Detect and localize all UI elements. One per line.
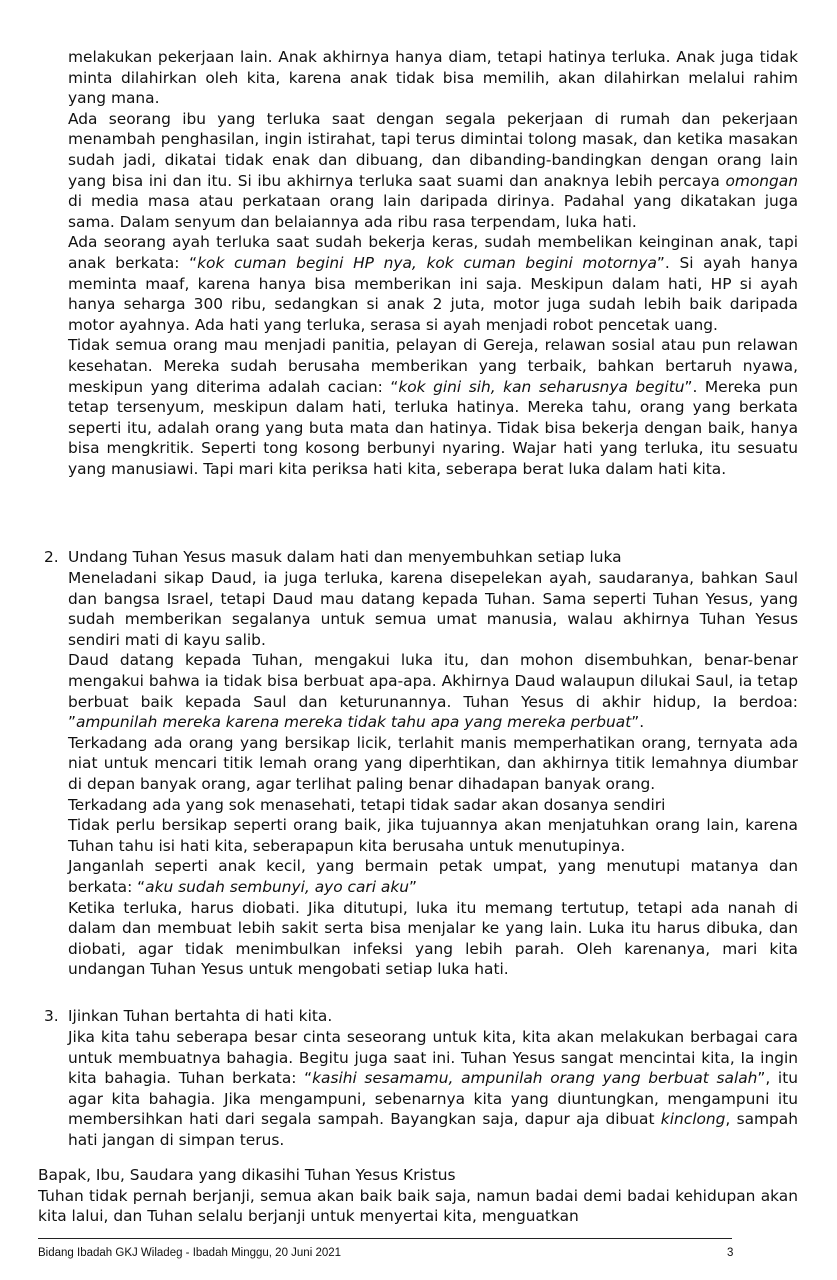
paragraph: Terkadang ada orang yang bersikap licik, terlahit manis memperhatikan orang, ternyata ada niat untuk mencari titik lemah orang yang diperhtikan, dan akhirnya titik lemahnya diumbar di depan banyak orang, agar terlihat paling benar dihadapan banyak orang.	[68, 733, 798, 793]
text-run: di media masa atau perkataan orang lain daripada dirinya. Padahal yang dikatakan juga sama. Dalam senyum dan belaiannya ada ribu rasa terpendam, luka hati.	[68, 192, 798, 231]
text-run: Janganlah seperti anak kecil, yang bermain petak umpat, yang menutupi matanya dan berkata: “	[68, 857, 798, 896]
text-run: ”.	[631, 713, 645, 732]
text-run: ”, itu agar kita bahagia. Jika mengampuni, sebenarnya kita yang diuntungkan, mengampuni itu membersihkan hati dari segala sampah. Bayangkan saja, dapur aja dibuat	[68, 1069, 798, 1129]
italic-run: aku sudah sembunyi, ayo cari aku	[145, 877, 410, 896]
heading-text: Undang Tuhan Yesus masuk dalam hati dan menyembuhkan setiap luka	[68, 548, 622, 566]
text-run: , sampah hati jangan di simpan terus.	[68, 1110, 798, 1149]
greeting: Bapak, Ibu, Saudara yang dikasihi Tuhan Yesus Kristus	[38, 1166, 456, 1184]
paragraph: Tuhan tidak pernah berjanji, semua akan baik baik saja, namun badai demi badai kehidupan akan kita lalui, dan Tuhan selalu berjanji untuk menyertai kita, menguatkan	[38, 1186, 798, 1226]
paragraph: Terkadang ada yang sok menasehati, tetapi tidak sadar akan dosanya sendiri	[68, 795, 666, 814]
paragraph	[68, 232, 798, 335]
paragraph	[68, 109, 798, 233]
paragraph: melakukan pekerjaan lain. Anak akhirnya hanya diam, tetapi hatinya terluka. Anak juga tidak minta dilahirkan oleh kita, karena anak tidak bisa memilih, akan dilahirkan melalui rahim yang mana.	[68, 48, 798, 108]
section-2-body	[68, 568, 798, 980]
italic-run: kok cuman begini HP nya, kok cuman begini motornya	[197, 253, 657, 272]
text-run: Ada seorang ayah terluka saat sudah bekerja keras, sudah membelikan keinginan anak, tapi anak berkata: “	[68, 233, 798, 272]
section-3-body	[68, 1027, 798, 1151]
page-number: 3	[727, 1247, 734, 1259]
italic-run: kok gini sih, kan seharusnya begitu	[398, 377, 685, 396]
text-run: Jika kita tahu seberapa besar cinta seseorang untuk kita, kita akan melakukan berbagai cara untuk membuatnya bahagia. Begitu juga saat ini. Tuhan Yesus sangat mencintai kita, Ia ingin kita bahagia. Tuhan berkata: “	[68, 1028, 798, 1088]
footer-divider	[38, 1238, 732, 1239]
italic-run: kasihi sesamamu, ampunilah orang yang berbuat salah	[312, 1069, 758, 1088]
paragraph: Tidak perlu bersikap seperti orang baik, jika tujuannya akan menjatuhkan orang lain, karena Tuhan tahu isi hati kita, seberapapun kita berusaha untuk menutupinya.	[68, 816, 798, 855]
list-number: 3.	[44, 1007, 59, 1025]
list-number: 2.	[44, 548, 59, 566]
section-2-heading	[44, 547, 804, 568]
heading-text: Ijinkan Tuhan bertahta di hati kita.	[68, 1007, 333, 1025]
footer-text: Bidang Ibadah GKJ Wiladeg - Ibadah Minggu, 20 Juni 2021	[38, 1247, 342, 1259]
text-run: Daud datang kepada Tuhan, mengakui luka itu, dan mohon disembuhkan, benar-benar mengakui bahwa ia tidak bisa berbuat apa-apa. Akhirnya Daud walaupun dilukai Saul, ia tetap berbuat baik kepada Saul dan keturunannya. Tuhan Yesus di akhir hidup, Ia berdoa: ”	[68, 651, 798, 732]
paragraph: Ketika terluka, harus diobati. Jika ditutupi, luka itu memang tertutup, tetapi ada nanah di dalam dan membuat lebih sakit serta bisa menjalar ke yang lain. Luka itu harus dibuka, dan diobati, agar tidak menimbulkan infeksi yang lebih parah. Oleh karenanya, mari kita undangan Tuhan Yesus untuk mengobati setiap luka hati.	[68, 898, 798, 979]
paragraph	[68, 335, 798, 479]
section-1-body	[68, 47, 798, 479]
text-run: ”. Si ayah hanya meminta maaf, karena hanya bisa memberikan ini saja. Meskipun dalam hati, HP si ayah hanya seharga 300 ribu, sedangkan si anak 2 juta, motor juga sudah lebih baik daripada motor ayahnya. Ada hati yang terluka, serasa si ayah menjadi robot pencetak uang.	[68, 253, 799, 334]
text-run: Ada seorang ibu yang terluka saat dengan segala pekerjaan di rumah dan pekerjaan menambah penghasilan, ingin istirahat, tapi terus dimintai tolong masak, dan ketika masakan sudah jadi, dikatai tidak enak dan dibuang, dan dibanding-bandingkan dengan orang lain yang bisa ini dan itu. Si ibu akhirnya terluka saat suami dan anaknya lebih percaya	[68, 109, 798, 190]
paragraph	[68, 856, 798, 897]
italic-run: kinclong	[660, 1110, 726, 1129]
section-3-heading	[44, 1006, 804, 1027]
closing-section	[38, 1165, 798, 1227]
paragraph: Meneladani sikap Daud, ia juga terluka, karena disepelekan ayah, saudaranya, bahkan Saul dan bangsa Israel, tetapi Daud mau datang kepada Tuhan. Sama seperti Tuhan Yesus, yang sudah memberikan segalanya untuk semua umat manusia, walau akhirnya Tuhan Yesus sendiri mati di kayu salib.	[68, 569, 798, 649]
paragraph	[68, 1027, 798, 1151]
text-run: ”	[409, 877, 418, 896]
text-run: ”. Mereka pun tetap tersenyum, meskipun dalam hati, terluka hatinya. Mereka tahu, orang yang berkata seperti itu, adalah orang yang buta mata dan hatinya. Tidak bisa bekerja dengan baik, hanya bisa mengkritik. Seperti tong kosong berbunyi nyaring. Wajar hati yang terluka, itu sesuatu yang manusiawi. Tapi mari kita periksa hati kita, seberapa berat luka dalam hati kita.	[68, 377, 798, 478]
text-run: Tidak semua orang mau menjadi panitia, pelayan di Gereja, relawan sosial atau pun relawan kesehatan. Mereka sudah berusaha memberikan yang terbaik, bahkan bertaruh nyawa, meskipun yang diterima adalah cacian: “	[68, 336, 798, 396]
italic-run: omongan	[725, 171, 798, 190]
paragraph	[68, 650, 798, 732]
italic-run: ampunilah mereka karena mereka tidak tahu apa yang mereka perbuat	[75, 713, 632, 732]
